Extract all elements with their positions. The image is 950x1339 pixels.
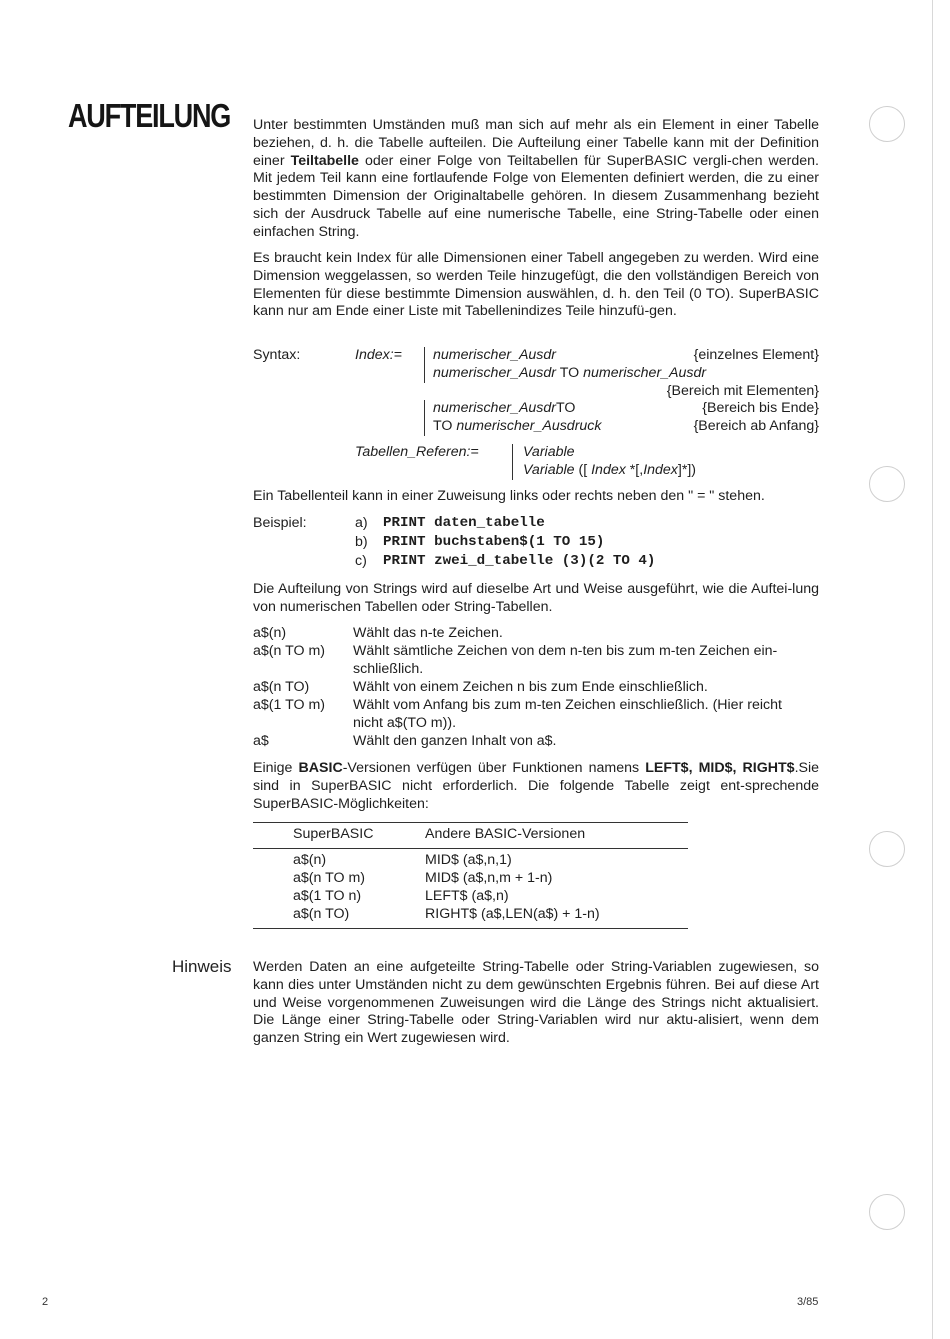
definition-text: Wählt den ganzen Inhalt von a$. [353, 733, 557, 749]
table-header: Andere BASIC-Versionen [425, 826, 586, 842]
syntax-line-3: numerischer_AusdrTO [433, 400, 576, 416]
page-number: 2 [42, 1296, 49, 1308]
table-cell: a$(n) [293, 852, 327, 868]
syntax-note-4: {Bereich ab Anfang} [693, 418, 819, 434]
punch-hole [869, 466, 905, 502]
table-rule-bottom [253, 928, 688, 929]
example-code: PRINT daten_tabelle [383, 515, 545, 531]
syntax-line-2: numerischer_Ausdr TO numerischer_Ausdr [433, 365, 707, 381]
definition-text: schließlich. [353, 661, 424, 677]
reference-line-1: Variable [523, 444, 575, 460]
example-label: Beispiel: [253, 515, 307, 531]
string-paragraph: Die Aufteilung von Strings wird auf dieselbe Art und Weise ausgeführt, wie die Auftei-lung von numerischen Tabellen oder String-Tabellen. [253, 581, 819, 615]
reference-definition-label: Tabellen_Referen:= [355, 444, 479, 460]
definition-term: a$ [253, 733, 269, 749]
page-title: AUFTEILUNG [68, 97, 231, 134]
example-code: PRINT buchstaben$(1 TO 15) [383, 534, 605, 550]
reference-line-2: Variable ([ Index *[,Index]*]) [523, 462, 697, 478]
punch-hole [869, 1194, 905, 1230]
hint-label: Hinweis [172, 957, 232, 976]
definition-term: a$(n) [253, 625, 287, 641]
example-letter: b) [355, 534, 368, 550]
definition-text: Wählt von einem Zeichen n bis zum Ende einschließlich. [353, 679, 708, 695]
syntax-line-1: numerischer_Ausdr [433, 347, 557, 363]
definition-term: a$(n TO) [253, 679, 310, 695]
print-date: 3/85 [797, 1296, 819, 1308]
index-paragraph: Es braucht kein Index für alle Dimensionen einer Tabell angegeben zu werden. Wird eine Dimension weggelassen, so werden Teile hinzugefügt, die den vollständigen Bereich von Elementen für diese bestimmte Dimension auswählen, d. h. den Teil (0 TO). SuperBASIC kann nur am Ende einer Liste mit Tabellenindizes Teile hinzufü-gen. [253, 250, 819, 320]
definition-text: Wählt sämtliche Zeichen von dem n-ten bis zum m-ten Zeichen ein- [353, 643, 778, 659]
table-cell: a$(1 TO n) [293, 888, 362, 904]
syntax-note-1: {einzelnes Element} [693, 347, 819, 363]
definition-text: Wählt vom Anfang bis zum m-ten Zeichen einschließlich. (Hier reicht [353, 697, 782, 713]
table-cell: MID$ (a$,n,m + 1-n) [425, 870, 553, 886]
definition-term: a$(1 TO m) [253, 697, 326, 713]
table-header: SuperBASIC [293, 826, 374, 842]
hint-paragraph: Werden Daten an eine aufgeteilte String-Tabelle oder String-Variablen zugewiesen, so kann dies unter Umständen nicht zu dem gewünschten Ergebnis führen. Bei auf diese Art und Weise vorgenommenen Zuweisungen wird die Länge des Strings nicht aktualisiert. Die Länge einer String-Tabelle oder String-Variablen wird nur aktu-alisiert, wenn dem ganzen String ein Wert zugewiesen wird. [253, 959, 819, 1047]
example-letter: a) [355, 515, 368, 531]
table-cell: a$(n TO m) [293, 870, 366, 886]
definition-term: a$(n TO m) [253, 643, 326, 659]
table-cell: MID$ (a$,n,1) [425, 852, 512, 868]
example-code: PRINT zwei_d_tabelle (3)(2 TO 4) [383, 553, 656, 569]
table-cell: RIGHT$ (a$,LEN(a$) + 1-n) [425, 906, 600, 922]
assignment-note: Ein Tabellenteil kann in einer Zuweisung links oder rechts neben den " = " stehen. [253, 488, 765, 504]
syntax-note-3: {Bereich bis Ende} [702, 400, 819, 416]
syntax-label: Syntax: [253, 347, 301, 363]
page-edge-line [932, 0, 933, 1339]
syntax-bar [424, 347, 425, 383]
intro-paragraph: Unter bestimmten Umständen muß man sich auf mehr als ein Element in einer Tabelle beziehen, d. h. die Tabelle aufteilen. Die Aufteilung einer Tabelle kann mit der Definition einer Teiltabelle oder einer Folge von Teiltabellen für SuperBASIC vergli-chen werden. Mit jedem Teil kann eine fortlaufende Folge von Elementen definiert werden, die zu einer bestimmten Dimension der Originaltabelle gehören. In diesem Zusammenhang bezieht sich der Ausdruck Tabelle auf eine numerische Tabelle, eine String-Tabelle oder einen einfachen String. [253, 117, 819, 240]
table-cell: LEFT$ (a$,n) [425, 888, 509, 904]
definition-text: Wählt das n-te Zeichen. [353, 625, 503, 641]
syntax-note-2: {Bereich mit Elementen} [666, 383, 819, 399]
basic-versions-paragraph: Einige BASIC-Versionen verfügen über Funktionen namens LEFT$, MID$, RIGHT$.Sie sind in SuperBASIC nicht erforderlich. Die folgende Tabelle zeigt ent-sprechende SuperBASIC-Möglichkeiten: [253, 760, 820, 812]
table-rule-header [253, 848, 688, 849]
syntax-line-4: TO numerischer_Ausdruck [433, 418, 602, 434]
index-definition-label: Index:= [355, 347, 402, 363]
definition-text: nicht a$(TO m)). [353, 715, 457, 731]
table-rule-top [253, 822, 688, 823]
syntax-bar [424, 400, 425, 436]
table-cell: a$(n TO) [293, 906, 350, 922]
example-letter: c) [355, 553, 367, 569]
syntax-bar [512, 444, 513, 480]
punch-hole [869, 831, 905, 867]
punch-hole [869, 106, 905, 142]
